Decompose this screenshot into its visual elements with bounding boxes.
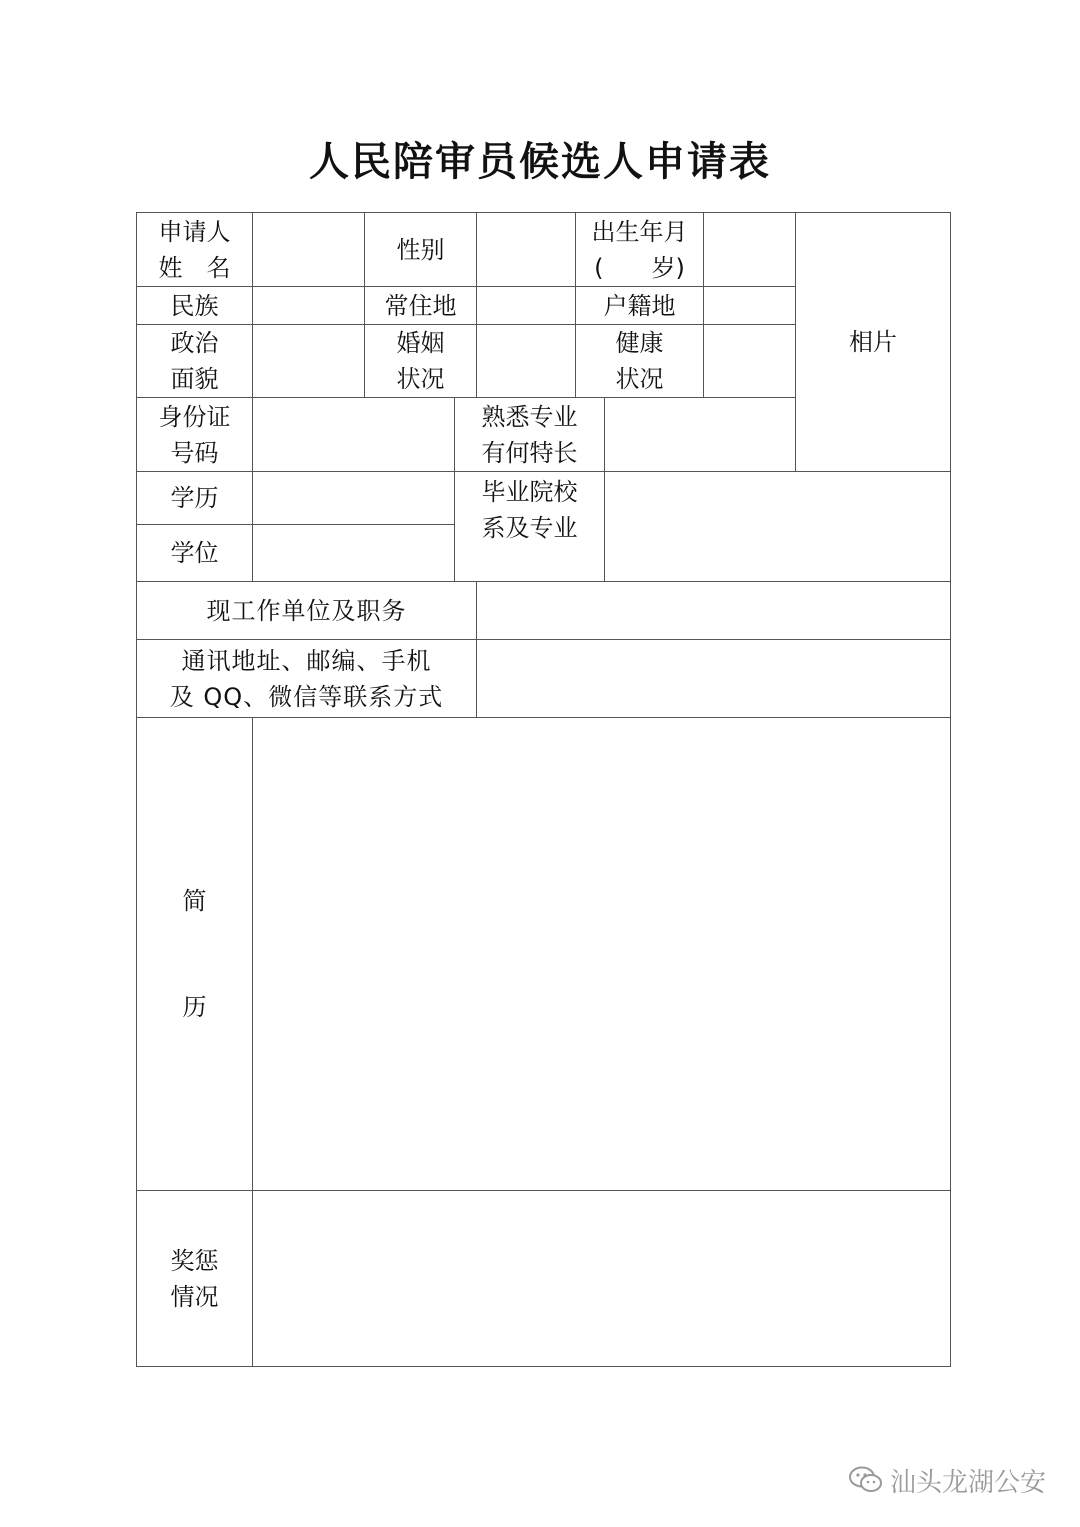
label-birth-date: 出生年月 ( 岁)	[575, 212, 704, 287]
label-marital-status: 婚姻 状况	[364, 324, 477, 398]
field-ethnicity[interactable]	[252, 286, 365, 325]
label-work-unit: 现工作单位及职务	[136, 581, 477, 640]
label-education: 学历	[136, 471, 253, 525]
label-id-number: 身份证 号码	[136, 397, 253, 472]
field-political-status[interactable]	[252, 324, 365, 398]
form-title: 人民陪审员候选人申请表	[309, 139, 771, 185]
watermark	[848, 1460, 1046, 1500]
label-degree: 学位	[136, 524, 253, 582]
photo-box: 相片	[795, 212, 951, 472]
label-ethnicity: 民族	[136, 286, 253, 325]
field-graduate-school[interactable]	[604, 471, 951, 582]
field-health-status[interactable]	[703, 324, 796, 398]
field-marital-status[interactable]	[476, 324, 576, 398]
field-work-unit[interactable]	[476, 581, 951, 640]
label-resume: 简 历	[136, 717, 253, 1191]
field-rewards-punishments[interactable]	[252, 1190, 951, 1367]
field-specialty[interactable]	[604, 397, 796, 472]
label-graduate-school: 毕业院校 系及专业	[454, 471, 605, 582]
field-applicant-name[interactable]	[252, 212, 365, 287]
field-residence[interactable]	[476, 286, 576, 325]
field-household-registration[interactable]	[703, 286, 796, 325]
field-degree[interactable]	[252, 524, 455, 582]
field-gender[interactable]	[476, 212, 576, 287]
field-education[interactable]	[252, 471, 455, 525]
field-contact-info[interactable]	[476, 639, 951, 718]
field-birth-date[interactable]	[703, 212, 796, 287]
wechat-icon	[848, 1465, 884, 1495]
field-resume[interactable]	[252, 717, 951, 1191]
label-household-registration: 户籍地	[575, 286, 704, 325]
label-rewards-punishments: 奖惩 情况	[136, 1190, 253, 1367]
label-contact-info: 通讯地址、邮编、手机 及 QQ、微信等联系方式	[136, 639, 477, 718]
label-health-status: 健康 状况	[575, 324, 704, 398]
label-applicant-name: 申请人 姓 名	[136, 212, 253, 287]
label-specialty: 熟悉专业 有何特长	[454, 397, 605, 472]
label-gender: 性别	[364, 212, 477, 287]
watermark-text: 汕头龙湖公安	[890, 1467, 1047, 1498]
label-residence: 常住地	[364, 286, 477, 325]
label-political-status: 政治 面貌	[136, 324, 253, 398]
field-id-number[interactable]	[252, 397, 455, 472]
